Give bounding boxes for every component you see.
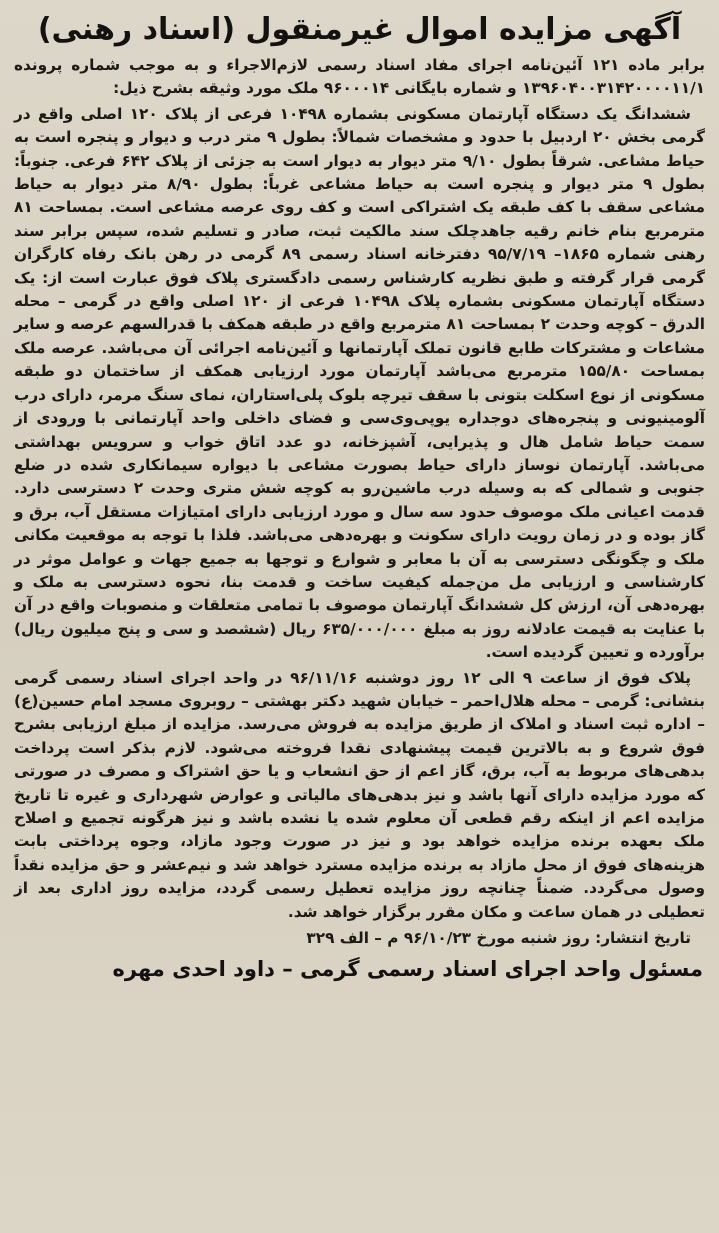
- signature-line: مسئول واحد اجرای اسناد رسمی گرمی – داود احدی مهره: [112, 957, 703, 982]
- publication-date: تاریخ انتشار: روز شنبه مورخ ۹۶/۱۰/۲۳ م – الف ۳۲۹: [306, 929, 691, 948]
- property-description: ششدانگ یک دستگاه آپارتمان مسکونی بشماره ۱۰۴۹۸ فرعی از پلاک ۱۲۰ اصلی واقع در گرمی بخش ۲۰ اردبیل با حدود و مشخصات شمالاً: بطول ۹ متر درب و دیوار و پنجره است به حیاط مشاعی. شرقاً بطول ۹/۱۰ متر دیوار به دیوار است به جزئی از پلاک ۶۴۲ فرعی. جنوباً: بطول ۹ متر دیوار و پنجره است به حیاط مشاعی غرباً: بطول ۸/۹۰ متر دیوار به حیاط مشاعی سقف با کف طبقه یک اشتراکی است و کف روی عرصه مشاعی است. بمساحت ۸۱ مترمربع بنام خانم رقیه جاهدچلک سند مالکیت ثبت، صادر و تسلیم شده، سپس برابر سند رهنی شماره ۱۸۶۵– ۹۵/۷/۱۹ دفترخانه اسناد رسمی ۸۹ گرمی در رهن بانک رفاه کارگران گرمی قرار گرفته و طبق نظریه کارشناس رسمی دادگستری پلاک فوق عبارت است از: یک دستگاه آپارتمان مسکونی بشماره پلاک ۱۰۴۹۸ فرعی از ۱۲۰ اصلی واقع در گرمی – محله الدرق – کوچه وحدت ۲ بمساحت ۸۱ مترمربع واقع در طبقه همکف با قدرالسهم عرصه و سایر مشاعات و مشترکات طابع قانون تملک آپارتمانها و آئین‌نامه اجرائی آن می‌باشد. عرصه ملک بمساحت ۱۵۵/۸۰ مترمربع می‌باشد آپارتمان مورد ارزیابی همکف از ساختمان دو طبقه مسکونی از نوع اسکلت بتونی با سقف تیرچه بلوک پلی‌استاران، نمای سنگ مرمر، دارای درب آلومینیونی و پنجره‌های دوجداره یوپی‌وی‌سی و فضای داخلی واحد آپارتمانی با ورودی از سمت حیاط شامل هال و پذیرایی، آشپزخانه، دو عدد اتاق خواب و سرویس بهداشتی می‌باشد. آپارتمان نوساز دارای حیاط بصورت مشاعی با دیواره سیمانکاری شده در ضلع جنوبی و شمالی که به وسیله درب ماشین‌رو به کوچه شش متری وحدت ۲ دسترسی دارد. قدمت اعیانی ملک موصوف حدود سه سال و مورد ارزیابی دارای امتیازات مستقل آب، برق و گاز بوده و در زمان رویت دارای سکونت و بهره‌دهی می‌باشد. فلذا با توجه به موقعیت مکانی ملک و چگونگی دسترسی به آن با معابر و شوارع و توجها به جمیع جهات و عوامل موثر در کارشناسی و ارزیابی مل من‌جمله کیفیت ساخت و قدمت بنا، نحوه دسترسی به ملک و بهره‌دهی آن، ارزش کل ششدانگ آپارتمان موصوف با تمامی متعلقات و منصوبات واقع در آن با عنایت به قیمت عادلانه روز به مبلغ ۶۳۵/۰۰۰/۰۰۰ ریال (ششصد و سی و پنج میلیون ریال) برآورده و تعیین گردیده است.: [14, 104, 706, 662]
- notice-intro: برابر ماده ۱۲۱ آئین‌نامه اجرای مفاد اسناد رسمی لازم‌الاجراء و به موجب شماره پرونده ۱۳۹۶۰۴۰۰۳۱۴۲۰۰۰۰۱۱/۱ و شماره بایگانی ۹۶۰۰۰۱۴ ملک مورد وثیقه بشرح ذیل:: [14, 56, 705, 98]
- notice-body: [14, 54, 705, 924]
- notice-title: آگهی مزایده اموال غیرمنقول (اسناد رهنی): [37, 12, 682, 47]
- auction-details: پلاک فوق از ساعت ۹ الی ۱۲ روز دوشنبه ۹۶/۱۱/۱۶ در واحد اجرای اسناد رسمی گرمی بنشانی: گرمی – محله هلال‌احمر – خیابان شهید دکتر بهشتی – روبروی مسجد امام حسین(ع) – اداره ثبت اسناد و املاک از طریق مزایده به فروش می‌رسد. مزایده از مبلغ ارزیابی بشرح فوق شروع و به بالاترین قیمت پیشنهادی نقدا فروخته می‌شود. لازم بذکر است پرداخت بدهی‌های مربوط به آب، برق، گاز اعم از حق انشعاب و یا حق اشتراک و مصرف در صورتی که مورد مزایده دارای آنها باشد و نیز بدهی‌های مالیاتی و عوارض شهرداری و غیره تا تاریخ مزایده اعم از اینکه رقم قطعی آن معلوم شده یا نشده باشد و نیز هرگونه تجمیع و اصلاح ملک بعهده برنده مزایده خواهد بود و نیز در صورت وجود مازاد، وجوه پرداختی بابت هزینه‌های فوق از محل مازاد به برنده مزایده مسترد خواهد شد و نیم‌عشر و حق مزایده نقداً وصول می‌گردد. ضمناً چنانچه روز مزایده تعطیل رسمی گردد، مزایده روز اداری بعد از تعطیلی در همان ساعت و مکان مقرر برگزار خواهد شد.: [14, 668, 705, 921]
